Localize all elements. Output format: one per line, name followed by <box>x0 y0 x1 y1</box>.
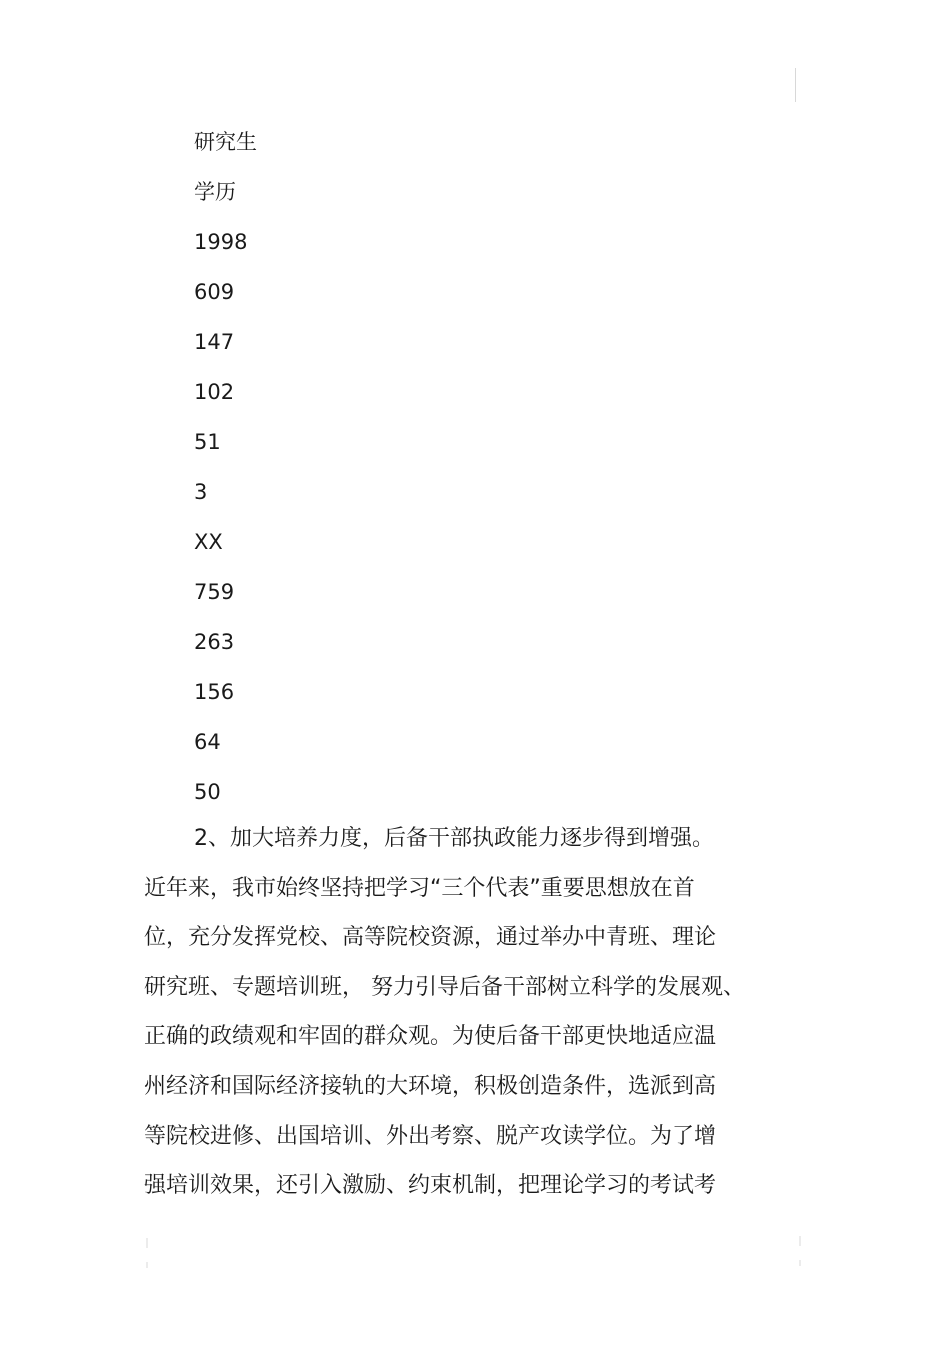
table-cell: 263 <box>194 630 235 654</box>
page-margin-mark <box>795 68 796 102</box>
page-margin-mark <box>146 1238 148 1248</box>
table-cell: 3 <box>194 480 208 504</box>
table-cell: 156 <box>194 680 235 704</box>
paragraph-line: 近年来，我市始终坚持把学习“三个代表”重要思想放在首 <box>144 875 695 901</box>
paragraph-line: 等院校进修、出国培训、外出考察、脱产攻读学位。为了增 <box>144 1123 717 1149</box>
table-cell: 学历 <box>194 180 236 204</box>
paragraph-line: 强培训效果，还引入激励、约束机制，把理论学习的考试考 <box>144 1173 717 1199</box>
table-cell: 102 <box>194 380 235 404</box>
body-paragraph <box>144 813 769 1210</box>
table-cell: 50 <box>194 780 221 804</box>
paragraph-line: 研究班、专题培训班， 努力引导后备干部树立科学的发展观、 <box>144 974 745 1000</box>
table-cell: 51 <box>194 430 221 454</box>
paragraph-line: 州经济和国际经济接轨的大环境，积极创造条件，选派到高 <box>144 1073 717 1099</box>
table-cell: 64 <box>194 730 221 754</box>
page-margin-mark <box>799 1236 801 1246</box>
paragraph-line: 正确的政绩观和牢固的群众观。为使后备干部更快地适应温 <box>144 1024 717 1050</box>
table-cell: 1998 <box>194 230 248 254</box>
paragraph-line: 位，充分发挥党校、高等院校资源，通过举办中青班、理论 <box>144 925 717 951</box>
table-cell: 研究生 <box>194 130 257 154</box>
table-cell: XX <box>194 530 223 554</box>
paragraph-line: 2、加大培养力度，后备干部执政能力逐步得到增强。 <box>194 826 714 851</box>
table-cell: 759 <box>194 580 235 604</box>
page-margin-mark <box>146 1262 148 1268</box>
table-column-values <box>194 119 257 819</box>
table-cell: 609 <box>194 280 235 304</box>
page-margin-mark <box>799 1260 801 1266</box>
table-cell: 147 <box>194 330 235 354</box>
